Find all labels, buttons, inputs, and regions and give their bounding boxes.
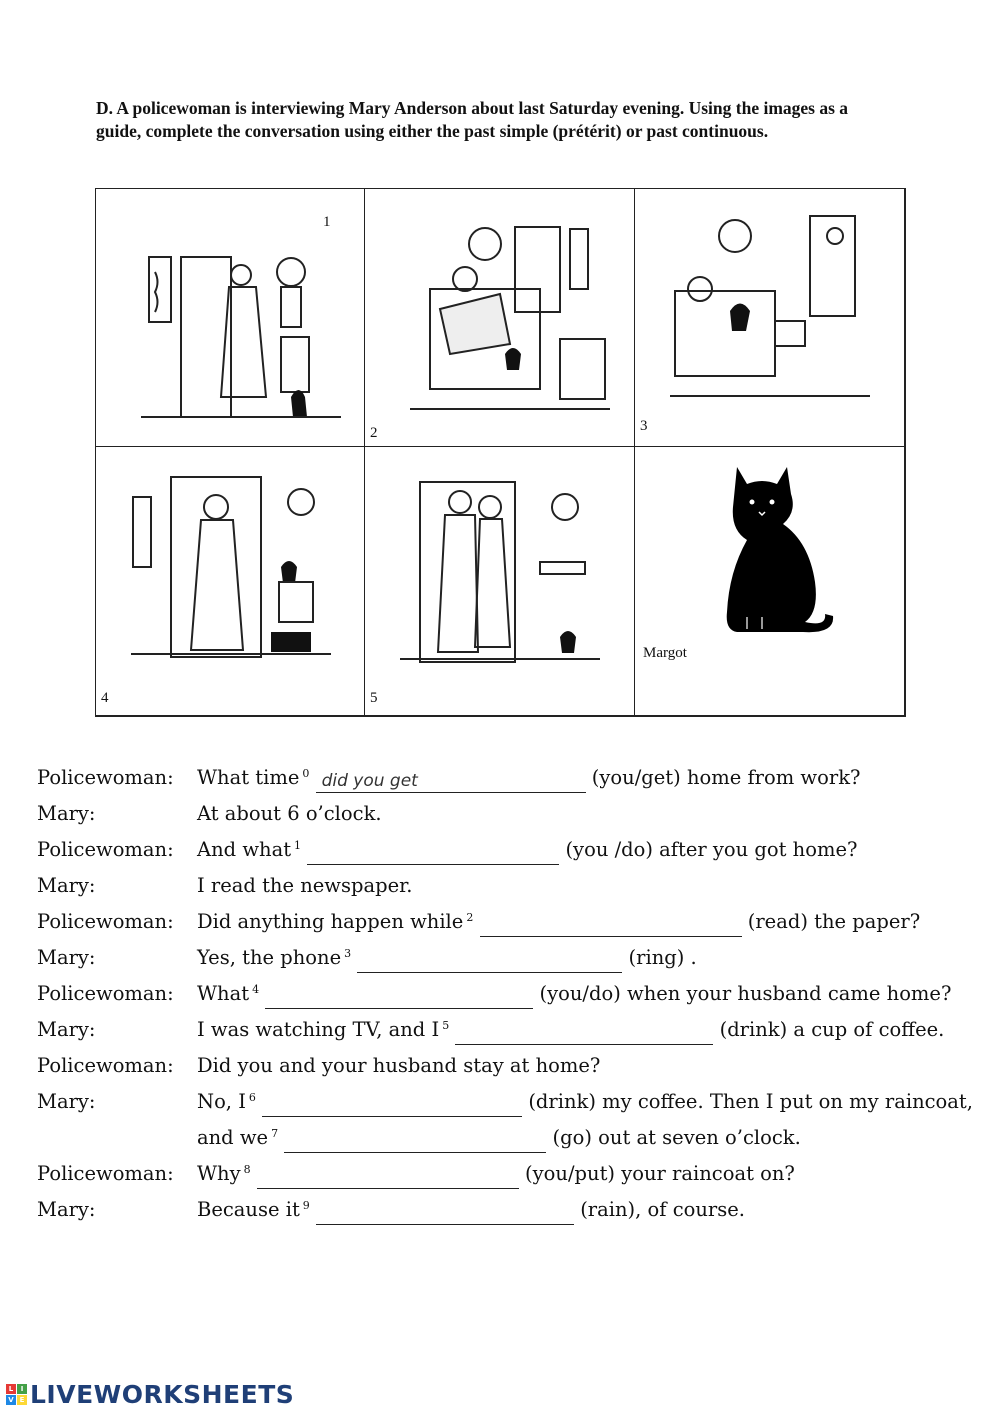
speaker-label: Policewoman: [37,1162,174,1185]
picture-number: 4 [101,690,109,706]
line-text: (drink) my coffee. Then I put on my raincoat, [528,1090,973,1113]
line-text: Did anything happen while [197,910,464,933]
line-text: Why [197,1162,241,1185]
speaker-label: Policewoman: [37,910,174,933]
blank-number: 7 [271,1127,279,1140]
line-text: (you/get) home from work? [591,766,861,789]
line-text: (drink) a cup of coffee. [719,1018,945,1041]
speaker-label: Policewoman: [37,1054,174,1077]
answer-input-6[interactable] [262,1095,522,1117]
answer-input-8[interactable] [257,1167,519,1189]
couple-going-out-illustration [400,477,600,667]
blank-number: 1 [294,839,302,852]
blank-number: 6 [248,1091,256,1104]
speaker-label: Mary: [37,946,96,969]
line-text: What time [197,766,300,789]
picture-5 [364,446,635,717]
line-text: Yes, the phone [197,946,342,969]
phone-ringing-illustration [670,211,870,401]
line-text: What [197,982,250,1005]
picture-number: 1 [323,214,331,230]
line-text: And what [197,838,292,861]
cat-name-label: Margot [643,645,687,661]
blank-number: 5 [442,1019,450,1032]
picture-3 [634,188,906,447]
answer-input-7[interactable] [284,1131,546,1153]
line-text: (you /do) after you got home? [565,838,858,861]
line-text: Did you and your husband stay at home? [197,1054,601,1077]
woman-on-phone-illustration [131,472,331,662]
woman-arriving-home-illustration [141,237,341,427]
line-text: (you/do) when your husband came home? [539,982,952,1005]
speaker-label: Mary: [37,874,96,897]
blank-number: 9 [302,1199,310,1212]
line-text: (read) the paper? [747,910,921,933]
blank-number: 0 [302,767,310,780]
line-text: No, I [197,1090,246,1113]
answer-input-3[interactable] [357,951,622,973]
line-text: and we [197,1126,269,1149]
line-text: (ring) . [628,946,697,969]
line-text: Because it [197,1198,300,1221]
brand-name[interactable]: LIVEWORKSHEETS [30,1379,295,1409]
speaker-label: Mary: [37,1198,96,1221]
black-cat-illustration [717,462,837,637]
picture-grid [95,188,905,716]
picture-number: 3 [640,418,648,434]
speaker-label: Mary: [37,802,96,825]
line-text: (you/put) your raincoat on? [525,1162,795,1185]
speaker-label: Policewoman: [37,838,174,861]
picture-4 [95,446,365,717]
speaker-label: Policewoman: [37,982,174,1005]
answer-input-0[interactable] [316,771,586,793]
answer-input-9[interactable] [316,1203,574,1225]
answer-input-1[interactable] [307,843,559,865]
picture-2 [364,188,635,447]
answer-input-4[interactable] [265,987,533,1009]
line-text: I was watching TV, and I [197,1018,440,1041]
exercise-instructions: D. A policewoman is interviewing Mary Anderson about last Saturday evening. Using the images as a guide, complete the conversation using either the past simple (prétérit) or past continuous. [96,98,849,141]
answer-input-2[interactable] [480,915,742,937]
line-text: I read the newspaper. [197,874,413,897]
footer-brand [6,1381,294,1407]
blank-number: 8 [243,1163,251,1176]
picture-number: 5 [370,690,378,706]
woman-reading-newspaper-illustration [410,219,610,414]
blank-number: 2 [466,911,474,924]
line-text: (rain), of course. [580,1198,746,1221]
liveworksheets-logo-icon: L I V E [6,1384,27,1405]
answer-input-5[interactable] [455,1023,713,1045]
blank-number: 4 [252,983,260,996]
picture-1 [95,188,365,447]
picture-number: 2 [370,425,378,441]
blank-number: 3 [344,947,352,960]
speaker-label: Mary: [37,1018,96,1041]
picture-cat-margot [634,446,906,717]
line-text: At about 6 o’clock. [197,802,382,825]
speaker-label: Policewoman: [37,766,174,789]
line-text: (go) out at seven o’clock. [552,1126,801,1149]
speaker-label: Mary: [37,1090,96,1113]
